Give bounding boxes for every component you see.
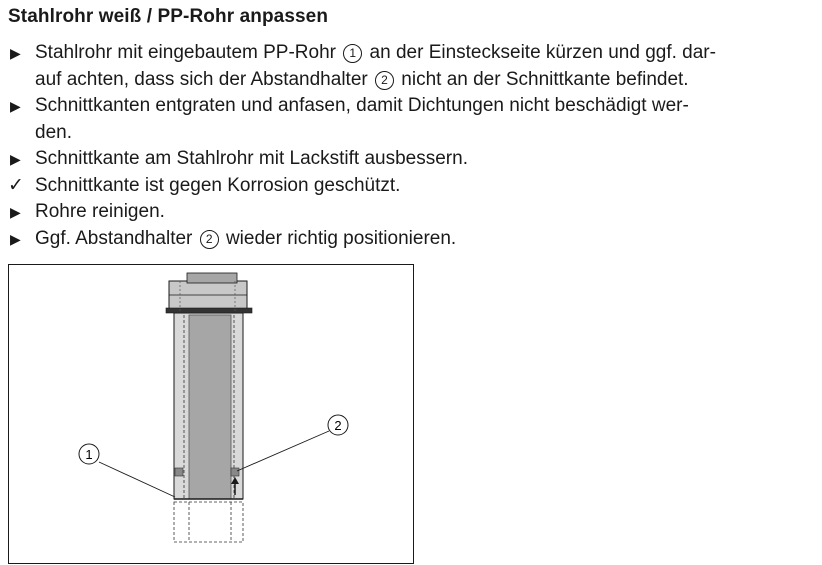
cut-off-section [174, 502, 243, 542]
instruction-step: ✓ Schnittkante ist gegen Korrosion geschützt. [8, 173, 813, 200]
instruction-step: ▶ Rohre reinigen. [8, 199, 813, 226]
page-title: Stahlrohr weiß / PP-Rohr anpassen [8, 6, 329, 27]
spacer-left [175, 468, 183, 476]
callout-reference: 1 [343, 44, 362, 63]
callout-2-label: 2 [334, 418, 342, 433]
pipe-illustration [8, 264, 414, 564]
callout-1-label: 1 [85, 447, 93, 462]
triangle-bullet-icon: ▶ [10, 204, 21, 220]
spacer-right [231, 468, 239, 476]
instruction-list [8, 40, 813, 252]
pp-pipe [189, 315, 231, 499]
triangle-bullet-icon: ▶ [10, 151, 21, 167]
triangle-bullet-icon: ▶ [10, 230, 21, 247]
callout-reference: 2 [200, 230, 219, 249]
instruction-step: ▶ Schnittkante am Stahlrohr mit Lackstift ausbessern. [8, 146, 813, 173]
instruction-step: ▶ Stahlrohr mit eingebautem PP-Rohr 1 an der Einsteckseite kürzen und ggf. dar- auf achten, dass sich der Abstandhalter 2 nicht an der Schnittkante befindet. [10, 42, 716, 90]
instruction-step: ▶ Schnittkanten entgraten und anfasen, damit Dichtungen nicht beschädigt wer- den. [10, 95, 689, 143]
callout-reference: 2 [375, 71, 394, 90]
checkmark-icon: ✓ [8, 174, 24, 196]
triangle-bullet-icon: ▶ [10, 45, 21, 61]
instruction-step: ▶ Ggf. Abstandhalter 2 wieder richtig positionieren. [8, 226, 813, 253]
triangle-bullet-icon: ▶ [10, 98, 21, 114]
pipe-diagram [9, 265, 415, 565]
